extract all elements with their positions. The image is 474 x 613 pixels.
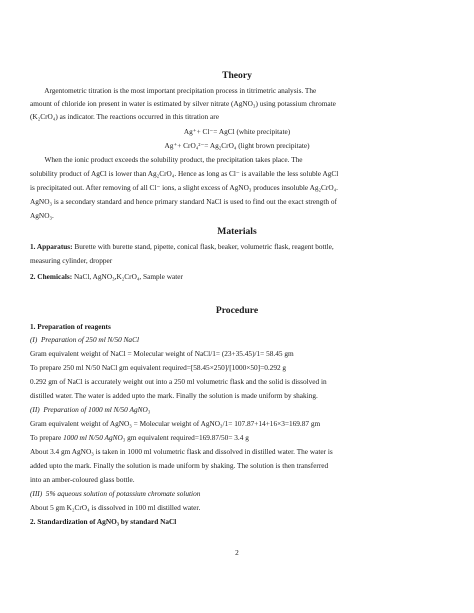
procedure-line-6-b: 1000 ml N/50 AgNO₃ bbox=[63, 433, 126, 442]
chemicals-line bbox=[30, 272, 448, 281]
apparatus-text: Burette with burette stand, pipette, conical flask, beaker, volumetric flask, reagent bottle, bbox=[72, 242, 334, 251]
page-number: 2 bbox=[235, 548, 239, 557]
theory-heading: Theory bbox=[222, 70, 252, 81]
theory-para2-line-1: When the ionic product exceeds the solubility product, the precipitation takes place. The bbox=[30, 155, 303, 164]
apparatus-line bbox=[30, 242, 448, 251]
theory-para2-line-2: solubility product of AgCl is lower than Ag₂CrO₄. Hence as long as Cl⁻ is available the less soluble AgCl bbox=[30, 169, 339, 178]
procedure-line-7: About 3.4 gm AgNO₃ is taken in 1000 ml volumetric flask and dissolved in distilled water. The water is bbox=[30, 447, 333, 456]
theory-para2-line-5: AgNO₃. bbox=[30, 211, 54, 220]
chemicals-text: NaCl, AgNO₃,K₂CrO₄, Sample water bbox=[72, 272, 183, 281]
reaction-2: Ag⁺+ CrO₄²⁻= Ag₂CrO₄ (light brown precipitate) bbox=[164, 141, 310, 150]
procedure-line-6-a: To prepare bbox=[30, 433, 64, 442]
procedure-line-3: 0.292 gm of NaCl is accurately weight out into a 250 ml volumetric flask and the solid is dissolved in bbox=[30, 377, 327, 386]
materials-heading: Materials bbox=[217, 226, 257, 237]
procedure-section-1: 1. Preparation of reagents bbox=[30, 322, 111, 331]
procedure-heading: Procedure bbox=[215, 305, 259, 316]
procedure-line-1: Gram equivalent weight of NaCl = Molecular weight of NaCl/1= (23+35.45)/1= 58.45 gm bbox=[30, 349, 294, 358]
procedure-sub-1: (I) Preparation of 250 ml N/50 NaCl bbox=[30, 335, 139, 344]
procedure-line-9: into an amber-coloured glass bottle. bbox=[30, 475, 135, 484]
procedure-line-6 bbox=[30, 433, 448, 442]
apparatus-line-2: measuring cylinder, dropper bbox=[30, 256, 113, 265]
theory-line-1: Argentometric titration is the most important precipitation process in titrimetric analysis. The bbox=[30, 86, 317, 95]
procedure-sub-3: (III) 5% aqueous solution of potassium chromate solution bbox=[30, 489, 201, 498]
procedure-sub-2: (II) Preparation of 1000 ml N/50 AgNO₃ bbox=[30, 405, 151, 414]
procedure-section-2: 2. Standardization of AgNO₃ by standard NaCl bbox=[30, 517, 177, 526]
theory-para2-line-4: AgNO₃ is a secondary standard and hence primary standard NaCl is used to find out the exact strength of bbox=[30, 197, 337, 206]
theory-line-3: (K₂CrO₄) as indicator. The reactions occurred in this titration are bbox=[30, 112, 219, 121]
procedure-line-4: distilled water. The water is added upto the mark. Finally the solution is made uniform by shaking. bbox=[30, 391, 318, 400]
procedure-line-2: To prepare 250 ml N/50 NaCl gm equivalent required=[58.45×250]/[1000×50]=0.292 g bbox=[30, 363, 287, 372]
procedure-line-5: Gram equivalent weight of AgNO₃ = Molecular weight of AgNO₃/1= 107.87+14+16×3=169.87 gm bbox=[30, 419, 321, 428]
apparatus-label: 1. Apparatus: bbox=[30, 242, 73, 251]
theory-para2-line-3: is precipitated out. After removing of all Cl⁻ ions, a slight excess of AgNO₃ produces insoluble Ag₂CrO₄. bbox=[30, 183, 338, 192]
procedure-line-10: About 5 gm K₂CrO₄ is dissolved in 100 ml distilled water. bbox=[30, 503, 201, 512]
chemicals-label: 2. Chemicals: bbox=[30, 272, 73, 281]
reaction-1: Ag⁺+ Cl⁻= AgCl (white precipitate) bbox=[183, 127, 291, 136]
procedure-line-8: added upto the mark. Finally the solution is made uniform by shaking. The solution is then transferred bbox=[30, 461, 329, 470]
procedure-line-6-c: gm equivalent required=169.87/50= 3.4 g bbox=[125, 433, 249, 442]
theory-line-2: amount of chloride ion present in water is estimated by silver nitrate (AgNO₃) using potassium chromate bbox=[30, 99, 336, 108]
